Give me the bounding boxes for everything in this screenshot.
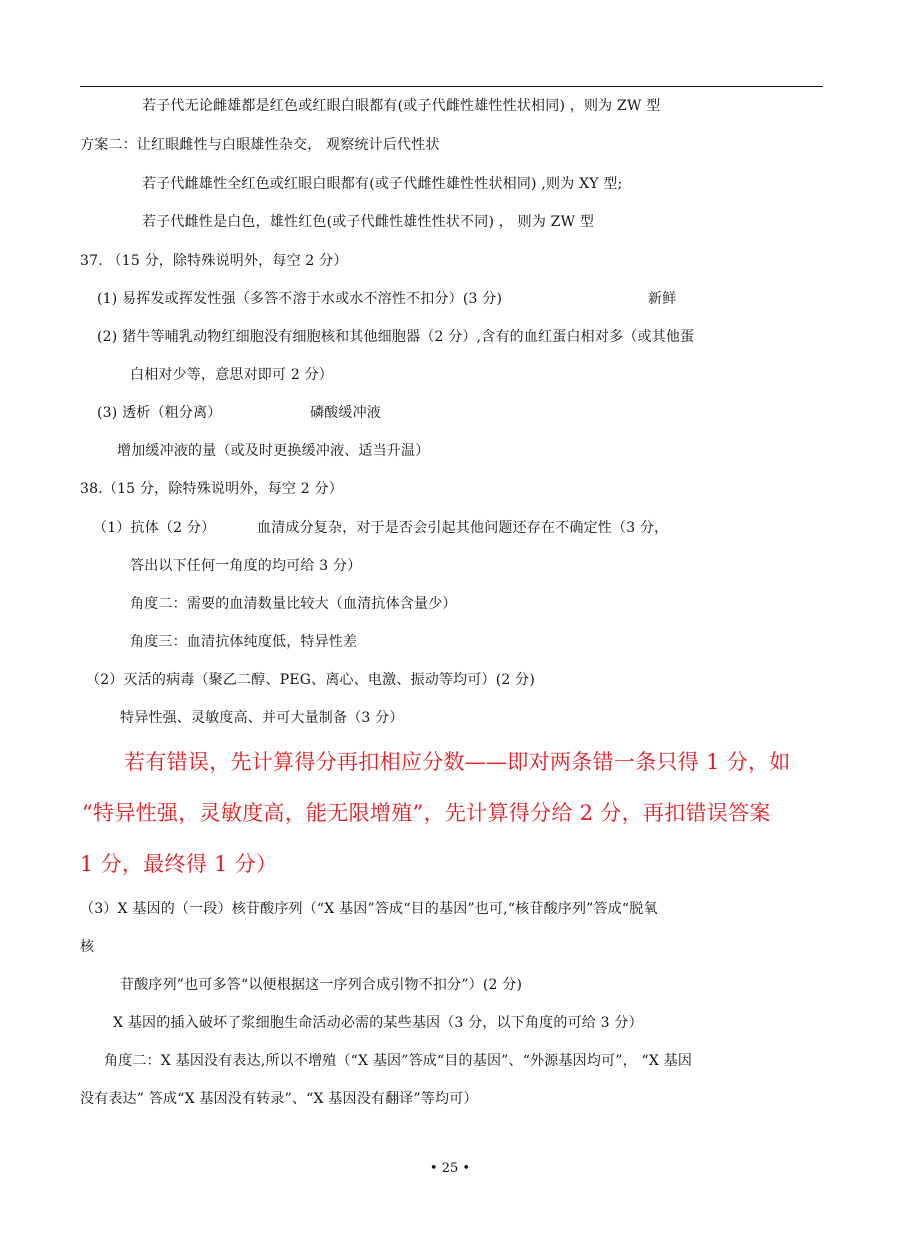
grading-note-line: 若有错误，先计算得分再扣相应分数——即对两条错一条只得 1 分，如 [124,750,791,774]
grading-note-line: 1 分，最终得 1 分） [80,852,278,876]
header-rule [80,86,823,87]
text-line: 增加缓冲液的量（或及时更换缓冲液、适当升温） [117,443,430,459]
text-line: 磷酸缓冲液 [310,405,381,421]
text-line: 苷酸序列”也可多答“以便根据这一序列合成引物不扣分”）(2 分) [120,977,523,993]
text-line: 角度二：需要的血清数量比较大（血清抗体含量少） [130,596,457,612]
text-line: 角度三：血清抗体纯度低，特异性差 [130,634,358,650]
text-line: 白相对少等，意思对即可 2 分） [130,367,334,383]
text-line: 核 [80,939,95,955]
text-line: 若子代雌雄性全红色或红眼白眼都有(或子代雌性雄性性状相同) ,则为 XY 型; [142,176,623,192]
text-line: 若子代雌性是白色，雄性红色(或子代雌性雄性性状不同) ， 则为 ZW 型 [142,214,595,230]
question-38-heading: 38.（15 分，除特殊说明外，每空 2 分） [80,481,343,497]
text-line: 没有表达” 答成“X 基因没有转录”、“X 基因没有翻译”等均可） [80,1091,478,1107]
text-line: （3）X 基因的（一段）核苷酸序列（“X 基因”答成“目的基因”也可,“核苷酸序列”答成“脱氧 [80,901,658,917]
text-line: X 基因的插入破坏了浆细胞生命活动必需的某些基因（3 分，以下角度的可给 3 分） [113,1015,643,1031]
text-line: 新鲜 [648,291,677,307]
text-line: （1）抗体（2 分） [93,520,216,536]
grading-note-line: “特异性强，灵敏度高，能无限增殖”，先计算得分给 2 分，再扣错误答案 [82,801,771,825]
question-37-heading: 37. （15 分，除特殊说明外，每空 2 分） [80,253,348,269]
text-line: 血清成分复杂，对于是否会引起其他问题还存在不确定性（3 分， [257,520,669,536]
text-line: (1) 易挥发或挥发性强（多答不溶于水或水不溶性不扣分）(3 分) [97,291,503,307]
text-line: (3) 透析（粗分离） [97,405,222,421]
text-line: (2) 猪牛等哺乳动物红细胞没有细胞核和其他细胞器（2 分）,含有的血红蛋白相对多（或其他蛋 [97,329,695,345]
text-line: 特异性强、灵敏度高、并可大量制备（3 分） [120,710,404,726]
text-line: 答出以下任何一角度的均可给 3 分） [130,558,362,574]
text-line: （2）灭活的病毒（聚乙二醇、PEG、离心、电激、振动等均可）(2 分) [86,672,536,688]
text-line: 角度二：X 基因没有表达,所以不增殖（“X 基因”答成“目的基因”、“外源基因均可”， “X 基因 [104,1053,693,1069]
text-line: 若子代无论雌雄都是红色或红眼白眼都有(或子代雌性雄性性状相同) ，则为 ZW 型 [142,98,661,114]
text-line: 方案二：让红眼雌性与白眼雄性杂交， 观察统计后代性状 [80,137,440,153]
page-number: • 25 • [429,1161,471,1176]
